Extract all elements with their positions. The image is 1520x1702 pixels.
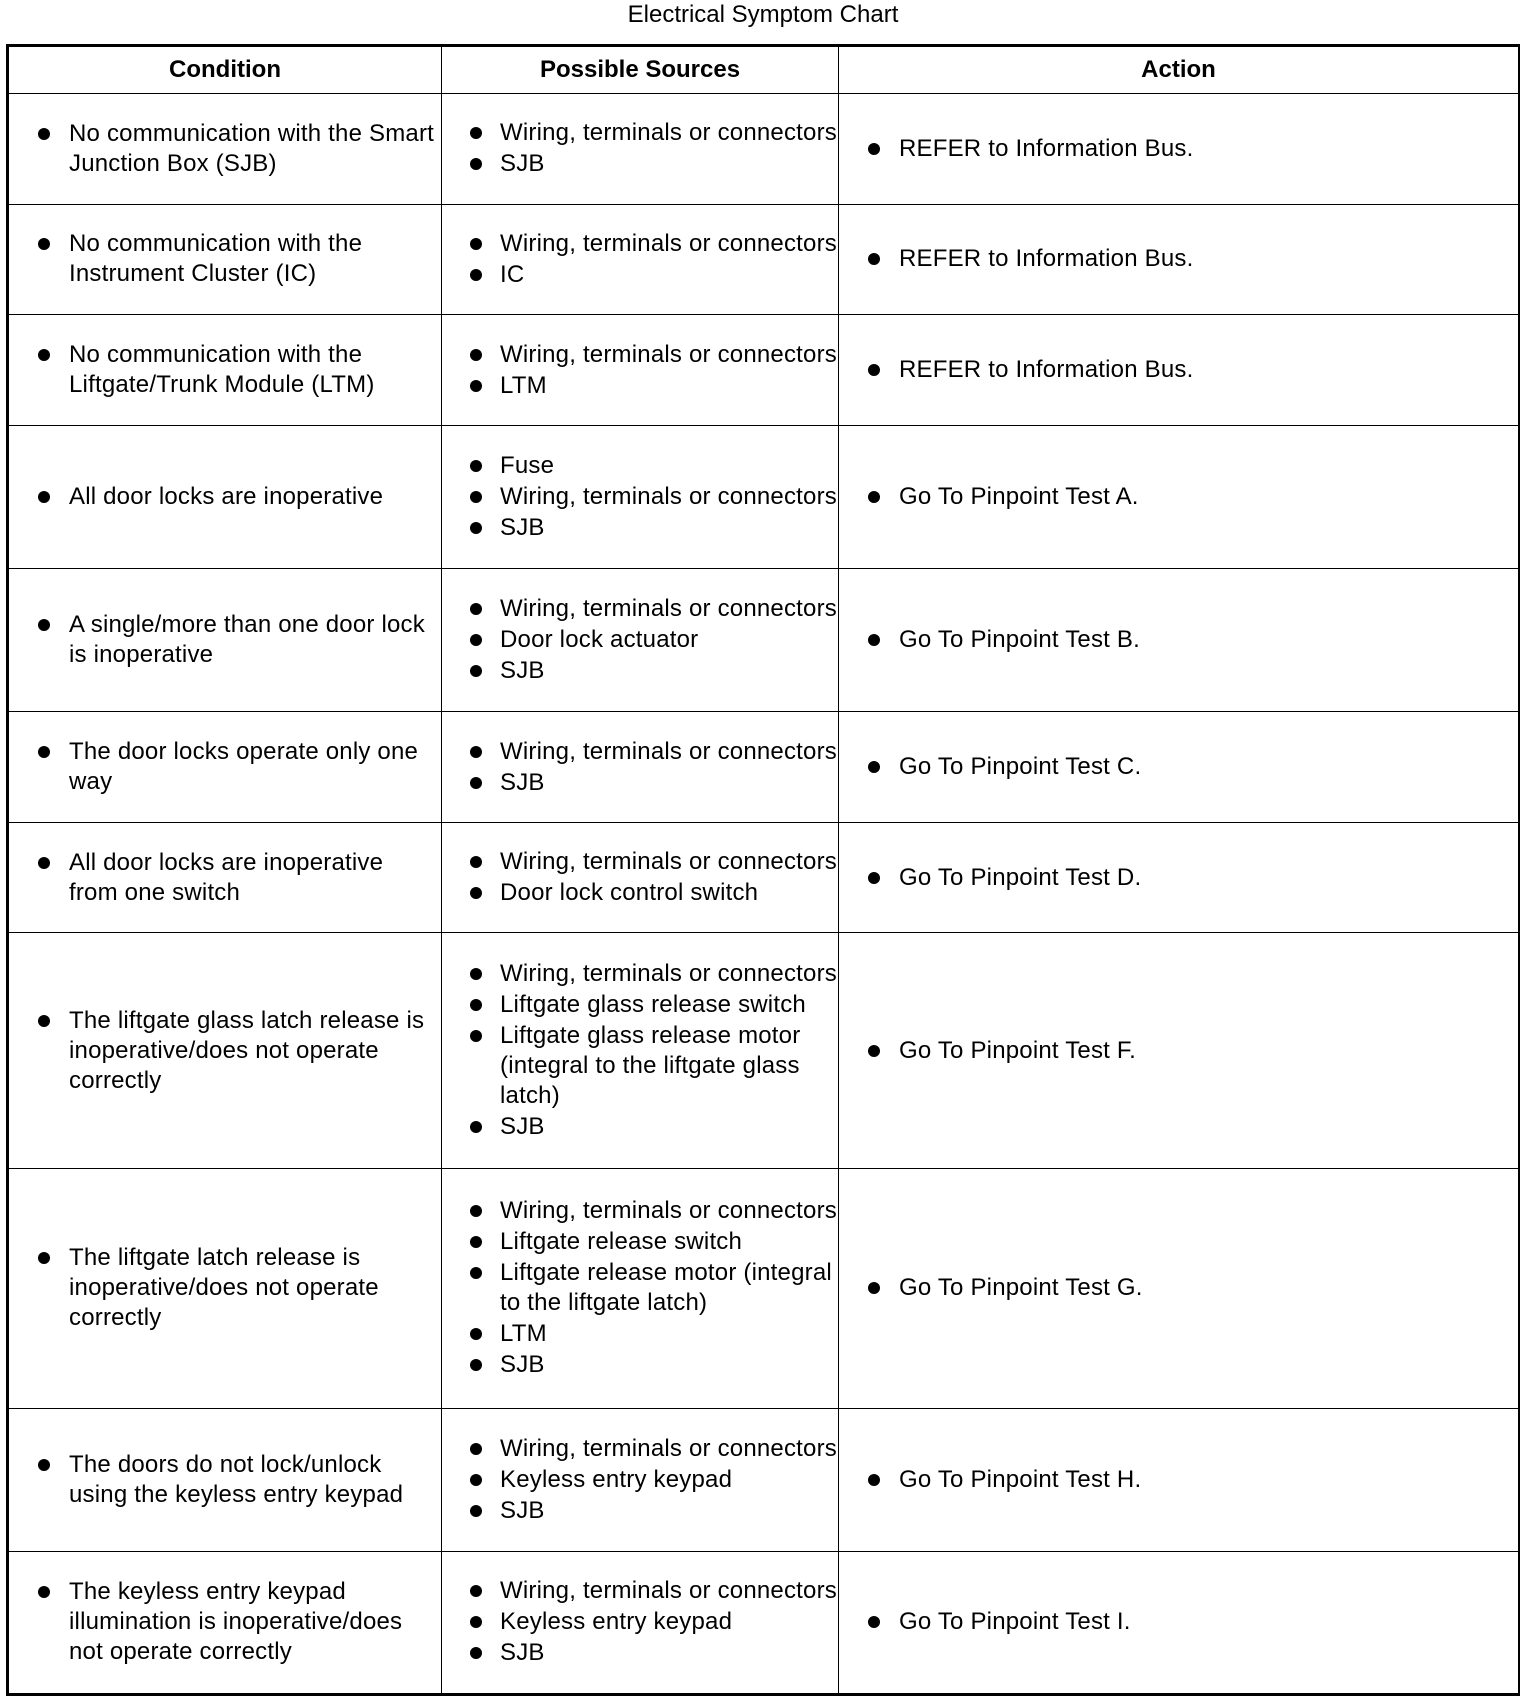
action-item-text: REFER to Information Bus. <box>899 356 1194 384</box>
bullet-icon <box>470 856 482 868</box>
source-item-text: Fuse <box>500 451 555 479</box>
sources-cell <box>442 315 839 426</box>
bullet-icon <box>38 128 50 140</box>
source-item <box>442 1196 838 1226</box>
action-cell <box>839 425 1520 568</box>
bullet-icon <box>868 761 880 773</box>
source-item-text: SJB <box>500 768 545 796</box>
sources-cell <box>442 1551 839 1694</box>
action-item-text: Go To Pinpoint Test I. <box>899 1608 1131 1636</box>
bullet-icon <box>868 634 880 646</box>
bullet-icon <box>470 1359 482 1371</box>
action-item-text: REFER to Information Bus. <box>899 245 1194 273</box>
source-item <box>442 340 838 370</box>
bullet-icon <box>38 1459 50 1471</box>
header-condition: Condition <box>8 46 442 94</box>
source-item-text: Wiring, terminals or connectors <box>500 595 837 623</box>
source-item <box>442 1112 838 1142</box>
action-cell <box>839 712 1520 823</box>
bullet-icon <box>470 746 482 758</box>
sources-cell <box>442 569 839 712</box>
table-row <box>8 933 1520 1168</box>
source-item-text: Wiring, terminals or connectors <box>500 1434 837 1462</box>
action-item <box>839 752 1512 782</box>
action-item <box>839 1465 1512 1495</box>
source-item <box>442 229 838 259</box>
source-item <box>442 149 838 179</box>
bullet-icon <box>38 619 50 631</box>
bullet-icon <box>38 746 50 758</box>
source-item <box>442 1227 838 1257</box>
table-row <box>8 1408 1520 1551</box>
source-item <box>442 959 838 989</box>
bullet-icon <box>470 1328 482 1340</box>
bullet-icon <box>38 1015 50 1027</box>
table-row <box>8 822 1520 933</box>
bullet-icon <box>470 269 482 281</box>
action-item <box>839 134 1512 164</box>
bullet-icon <box>470 1616 482 1628</box>
bullet-icon <box>470 158 482 170</box>
table-row <box>8 1551 1520 1694</box>
source-item <box>442 625 838 655</box>
action-item <box>839 482 1512 512</box>
sources-cell <box>442 822 839 933</box>
condition-item-text: No communication with the Smart Junction Box (SJB) <box>69 119 435 177</box>
bullet-icon <box>470 1443 482 1455</box>
source-item-text: Wiring, terminals or connectors <box>500 960 837 988</box>
condition-item <box>9 737 435 797</box>
bullet-icon <box>470 1236 482 1248</box>
bullet-icon <box>868 1474 880 1486</box>
action-cell <box>839 1551 1520 1694</box>
condition-item <box>9 119 435 179</box>
action-item <box>839 1036 1512 1066</box>
bullet-icon <box>868 1282 880 1294</box>
condition-cell <box>8 425 442 568</box>
bullet-icon <box>868 143 880 155</box>
condition-cell <box>8 1551 442 1694</box>
source-item <box>442 482 838 512</box>
source-item-text: Door lock actuator <box>500 626 699 654</box>
bullet-icon <box>470 522 482 534</box>
action-item-text: Go To Pinpoint Test F. <box>899 1036 1136 1064</box>
condition-cell <box>8 94 442 205</box>
condition-cell <box>8 1408 442 1551</box>
source-item <box>442 1607 838 1637</box>
bullet-icon <box>38 491 50 503</box>
source-item <box>442 1021 838 1111</box>
source-item <box>442 656 838 686</box>
bullet-icon <box>470 1505 482 1517</box>
bullet-icon <box>868 253 880 265</box>
bullet-icon <box>868 1616 880 1628</box>
bullet-icon <box>470 1585 482 1597</box>
condition-item <box>9 1450 435 1510</box>
action-item <box>839 355 1512 385</box>
source-item-text: SJB <box>500 1351 545 1379</box>
bullet-icon <box>470 634 482 646</box>
bullet-icon <box>38 857 50 869</box>
condition-item <box>9 1006 435 1096</box>
bullet-icon <box>470 1030 482 1042</box>
source-item <box>442 990 838 1020</box>
condition-item-text: The liftgate glass latch release is inoperative/does not operate correctly <box>69 1006 425 1094</box>
condition-cell <box>8 712 442 823</box>
source-item-text: Keyless entry keypad <box>500 1608 733 1636</box>
condition-cell <box>8 569 442 712</box>
source-item-text: Liftgate release motor (integral to the liftgate latch) <box>500 1259 832 1317</box>
bullet-icon <box>38 238 50 250</box>
condition-cell <box>8 822 442 933</box>
action-cell <box>839 1168 1520 1408</box>
action-cell <box>839 822 1520 933</box>
action-cell <box>839 94 1520 205</box>
sources-cell <box>442 933 839 1168</box>
table-row <box>8 204 1520 315</box>
sources-cell <box>442 1168 839 1408</box>
action-cell <box>839 1408 1520 1551</box>
source-item <box>442 1638 838 1668</box>
action-item-text: Go To Pinpoint Test B. <box>899 626 1140 654</box>
bullet-icon <box>470 1267 482 1279</box>
action-item-text: Go To Pinpoint Test A. <box>899 482 1139 510</box>
bullet-icon <box>470 460 482 472</box>
action-item-text: Go To Pinpoint Test G. <box>899 1274 1143 1302</box>
table-header-row <box>8 46 1520 94</box>
bullet-icon <box>470 127 482 139</box>
source-item <box>442 1496 838 1526</box>
source-item <box>442 451 838 481</box>
action-cell <box>839 569 1520 712</box>
condition-item-text: A single/more than one door lock is inoperative <box>69 611 425 669</box>
condition-item-text: The liftgate latch release is inoperative/does not operate correctly <box>69 1244 379 1332</box>
condition-item <box>9 340 435 400</box>
source-item-text: Wiring, terminals or connectors <box>500 482 837 510</box>
source-item <box>442 1319 838 1349</box>
action-cell <box>839 315 1520 426</box>
source-item <box>442 1465 838 1495</box>
source-item-text: Wiring, terminals or connectors <box>500 737 837 765</box>
action-item-text: Go To Pinpoint Test H. <box>899 1465 1142 1493</box>
source-item-text: Keyless entry keypad <box>500 1465 733 1493</box>
source-item-text: Wiring, terminals or connectors <box>500 848 837 876</box>
table-row <box>8 315 1520 426</box>
condition-item <box>9 1577 435 1667</box>
source-item <box>442 118 838 148</box>
action-item <box>839 625 1512 655</box>
bullet-icon <box>38 1252 50 1264</box>
table-body <box>8 94 1520 1695</box>
condition-item <box>9 482 435 512</box>
source-item <box>442 737 838 767</box>
bullet-icon <box>868 364 880 376</box>
source-item-text: Door lock control switch <box>500 879 759 907</box>
condition-item-text: No communication with the Instrument Cluster (IC) <box>69 230 363 288</box>
condition-item <box>9 610 435 670</box>
source-item <box>442 371 838 401</box>
header-possible-sources: Possible Sources <box>442 46 839 94</box>
bullet-icon <box>868 491 880 503</box>
action-item <box>839 863 1512 893</box>
source-item-text: Liftgate glass release motor (integral to the liftgate glass latch) <box>500 1022 801 1110</box>
condition-cell <box>8 1168 442 1408</box>
bullet-icon <box>470 999 482 1011</box>
table-row <box>8 425 1520 568</box>
source-item-text: SJB <box>500 1639 545 1667</box>
source-item <box>442 1576 838 1606</box>
bullet-icon <box>470 968 482 980</box>
source-item-text: SJB <box>500 1113 545 1141</box>
condition-item-text: No communication with the Liftgate/Trunk Module (LTM) <box>69 341 375 399</box>
condition-cell <box>8 933 442 1168</box>
symptom-table <box>6 44 1520 1696</box>
action-item <box>839 1607 1512 1637</box>
source-item <box>442 768 838 798</box>
source-item-text: Wiring, terminals or connectors <box>500 1197 837 1225</box>
table-row <box>8 94 1520 205</box>
page-title: Electrical Symptom Chart <box>627 1 899 28</box>
action-item-text: REFER to Information Bus. <box>899 134 1194 162</box>
bullet-icon <box>470 1205 482 1217</box>
bullet-icon <box>470 238 482 250</box>
bullet-icon <box>470 380 482 392</box>
bullet-icon <box>470 1121 482 1133</box>
bullet-icon <box>470 777 482 789</box>
source-item-text: Wiring, terminals or connectors <box>500 119 837 147</box>
source-item-text: SJB <box>500 150 545 178</box>
source-item-text: LTM <box>500 371 547 399</box>
bullet-icon <box>868 872 880 884</box>
table-row <box>8 569 1520 712</box>
source-item-text: SJB <box>500 513 545 541</box>
sources-cell <box>442 204 839 315</box>
condition-item-text: All door locks are inoperative <box>69 482 384 510</box>
table-row <box>8 712 1520 823</box>
condition-item <box>9 229 435 289</box>
source-item-text: Liftgate glass release switch <box>500 991 806 1019</box>
action-cell <box>839 204 1520 315</box>
source-item <box>442 1434 838 1464</box>
action-item-text: Go To Pinpoint Test D. <box>899 863 1142 891</box>
source-item-text: IC <box>500 260 525 288</box>
condition-cell <box>8 204 442 315</box>
bullet-icon <box>470 491 482 503</box>
source-item-text: Wiring, terminals or connectors <box>500 1577 837 1605</box>
bullet-icon <box>470 1474 482 1486</box>
sources-cell <box>442 1408 839 1551</box>
action-item-text: Go To Pinpoint Test C. <box>899 753 1142 781</box>
bullet-icon <box>868 1045 880 1057</box>
condition-item <box>9 1243 435 1333</box>
source-item <box>442 1350 838 1380</box>
condition-item-text: The keyless entry keypad illumination is inoperative/does not operate correctly <box>69 1578 403 1666</box>
header-action: Action <box>839 46 1520 94</box>
source-item-text: SJB <box>500 1496 545 1524</box>
source-item <box>442 878 838 908</box>
condition-item <box>9 848 435 908</box>
source-item-text: Wiring, terminals or connectors <box>500 340 837 368</box>
source-item-text: SJB <box>500 657 545 685</box>
bullet-icon <box>470 603 482 615</box>
bullet-icon <box>38 349 50 361</box>
bullet-icon <box>470 887 482 899</box>
bullet-icon <box>470 1647 482 1659</box>
condition-item-text: The doors do not lock/unlock using the keyless entry keypad <box>69 1450 404 1508</box>
sources-cell <box>442 94 839 205</box>
bullet-icon <box>38 1586 50 1598</box>
sources-cell <box>442 425 839 568</box>
condition-cell <box>8 315 442 426</box>
bullet-icon <box>470 665 482 677</box>
bullet-icon <box>470 349 482 361</box>
source-item <box>442 847 838 877</box>
source-item <box>442 513 838 543</box>
condition-item-text: The door locks operate only one way <box>69 738 419 796</box>
action-item <box>839 1273 1512 1303</box>
source-item-text: LTM <box>500 1320 547 1348</box>
table-row <box>8 1168 1520 1408</box>
source-item-text: Wiring, terminals or connectors <box>500 229 837 257</box>
sources-cell <box>442 712 839 823</box>
condition-item-text: All door locks are inoperative from one switch <box>69 848 384 906</box>
source-item <box>442 260 838 290</box>
source-item <box>442 594 838 624</box>
action-cell <box>839 933 1520 1168</box>
source-item-text: Liftgate release switch <box>500 1228 743 1256</box>
source-item <box>442 1258 838 1318</box>
action-item <box>839 244 1512 274</box>
